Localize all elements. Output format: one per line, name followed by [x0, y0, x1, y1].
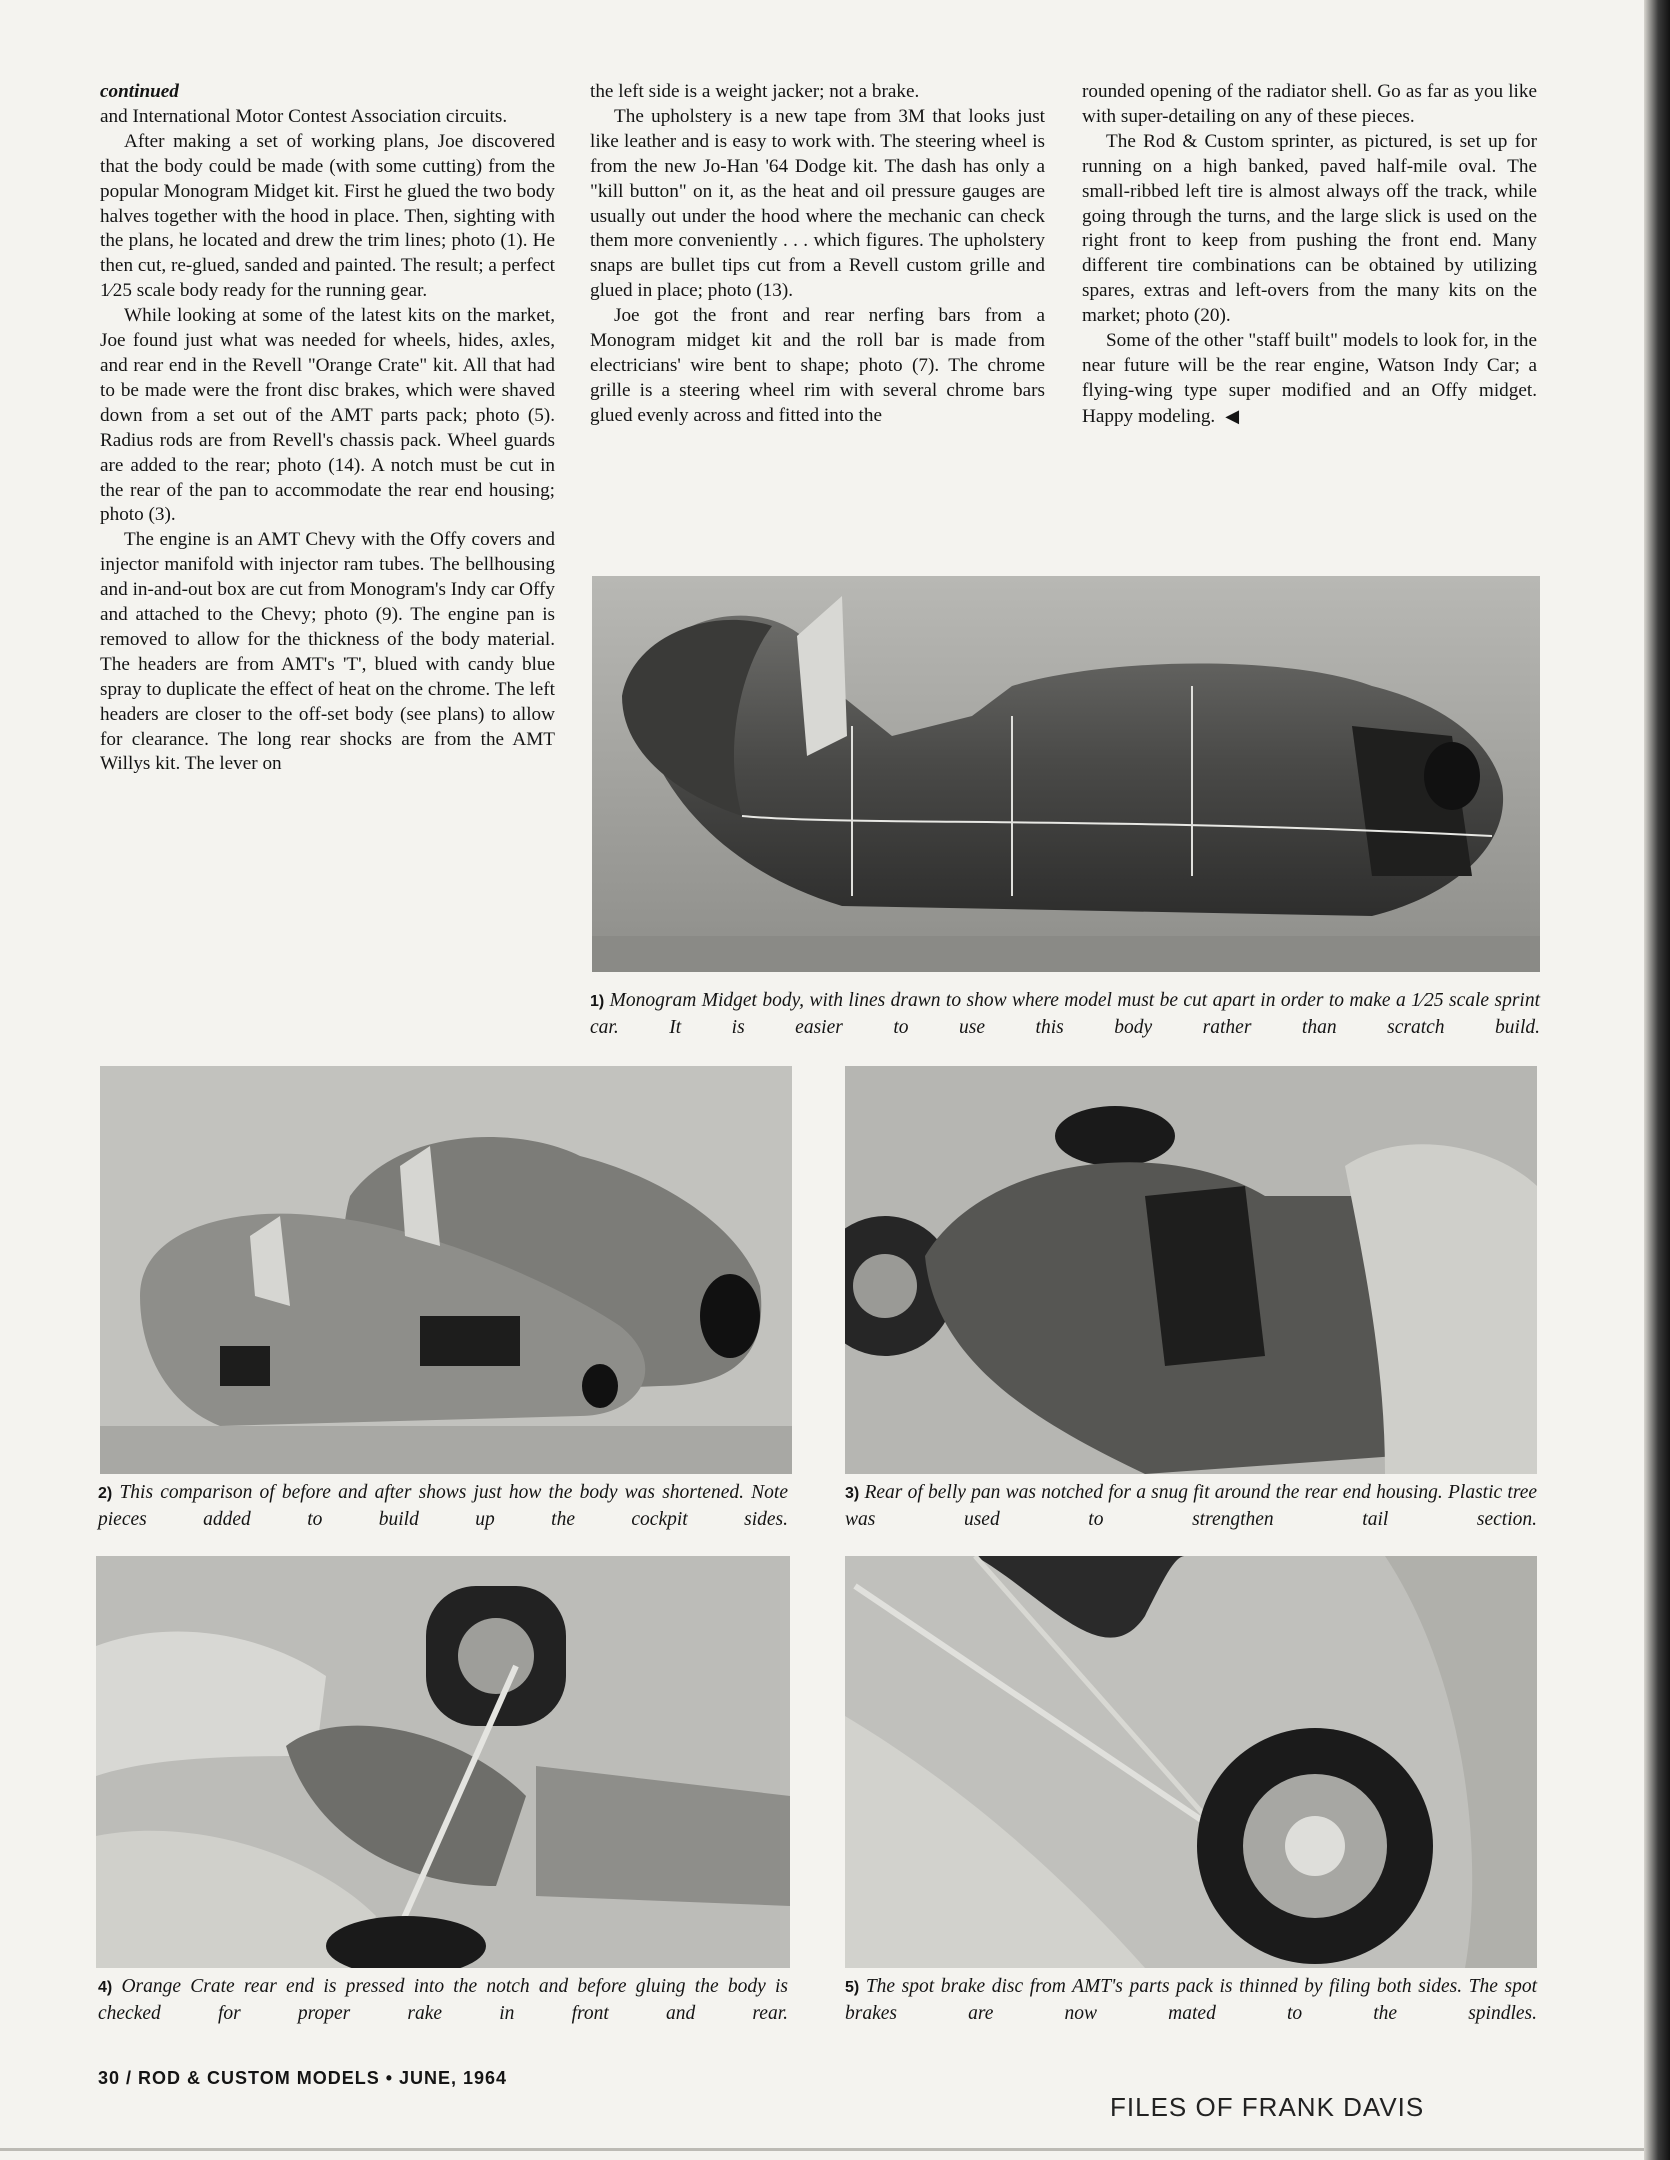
caption-2: [98, 1480, 788, 1533]
photo-4-image: [96, 1556, 790, 1968]
photo-4-rear-end: [96, 1556, 790, 1968]
caption-text: Rear of belly pan was notched for a snug fit around the rear end housing. Plastic tree was used to strengthen tail section.: [845, 1482, 1538, 1530]
paragraph: The engine is an AMT Chevy with the Offy covers and injector manifold with injector ram tubes. The bellhousing and in-and-out box are cut from Monogram's Indy car Offy and attached to the Chevy; photo (9). The engine pan is removed to allow for the thickness of the body material. The headers are from AMT's 'T', blued with candy blue spray to duplicate the effect of heat on the chrome. The left headers are closer to the off-set body (see plans) to allow for clearance. The long rear shocks are from the AMT Willys kit. The lever on: [100, 529, 555, 775]
end-mark-icon: ◀: [1225, 405, 1240, 426]
photo-2-before-after: [100, 1066, 792, 1474]
caption-text: This comparison of before and after shows just how the body was shortened. Note pieces added to build up the cockpit sides.: [98, 1482, 789, 1530]
caption-number: 5): [845, 1979, 860, 1996]
caption-number: 3): [845, 1485, 860, 1502]
paragraph: While looking at some of the latest kits on the market, Joe found just what was needed for wheels, hides, axles, and rear end in the Revell "Orange Crate" kit. All that had to be made were the front disc brakes, which were shaved down from a set out of the AMT parts pack; photo (5). Radius rods are from Revell's chassis pack. Wheel guards are added to the rear; photo (14). A notch must be cut in the rear of the pan to accommodate the rear end housing; photo (3).: [100, 305, 555, 526]
caption-text: The spot brake disc from AMT's parts pack is thinned by filing both sides. The spot brakes are now mated to the spindles.: [845, 1976, 1537, 2024]
caption-text: Orange Crate rear end is pressed into the notch and before gluing the body is checked for proper rake in front and rear.: [98, 1976, 788, 2024]
article-column-2: [590, 80, 1045, 429]
paragraph: The upholstery is a new tape from 3M that looks just like leather and is easy to work with. The steering wheel is from the new Jo-Han '64 Dodge kit. The dash has only a "kill button" on it, as the heat and oil pressure gauges are usually out under the hood where the mechanic can check them more conveniently . . . which figures. The upholstery snaps are bullet tips cut from a Revell custom grille and glued in place; photo (13).: [590, 105, 1045, 302]
bottom-rule: [0, 2148, 1644, 2151]
paragraph-text: Some of the other "staff built" models to look for, in the near future will be the rear engine, Watson Indy Car; a flying-wing type super modified and an Offy midget. Happy modeling.: [1082, 330, 1537, 427]
photo-5-image: [845, 1556, 1537, 1968]
photo-1-midget-body: [592, 576, 1540, 972]
caption-text: Monogram Midget body, with lines drawn to show where model must be cut apart in order to make a 1⁄25 scale sprint car. It is easier to use this body rather than scratch build.: [590, 990, 1541, 1038]
caption-4: [98, 1974, 788, 2027]
paragraph-final: [1082, 329, 1537, 430]
paragraph: the left side is a weight jacker; not a brake.: [590, 81, 920, 102]
caption-number: 4): [98, 1979, 113, 1996]
caption-5: [845, 1974, 1537, 2027]
photo-3-belly-pan: [845, 1066, 1537, 1474]
caption-number: 1): [590, 993, 605, 1010]
page-folio: 30 / ROD & CUSTOM MODELS • JUNE, 1964: [98, 2068, 508, 2088]
photo-5-spot-brake: [845, 1556, 1537, 1968]
continued-label: continued: [100, 81, 179, 102]
caption-1: [590, 988, 1540, 1041]
photo-1-image: [592, 576, 1540, 972]
caption-number: 2): [98, 1485, 113, 1502]
page-binding-edge: [1644, 0, 1670, 2160]
paragraph: rounded opening of the radiator shell. Go as far as you like with super-detailing on any of these pieces.: [1082, 81, 1537, 127]
paragraph: Joe got the front and rear nerfing bars from a Monogram midget kit and the roll bar is made from electricians' wire bent to shape; photo (7). The chrome grille is a steering wheel rim with several chrome bars glued evenly across and fitted into the: [590, 305, 1045, 426]
photo-2-image: [100, 1066, 792, 1474]
paragraph: and International Motor Contest Association circuits.: [100, 105, 508, 127]
watermark-text: FILES OF FRANK DAVIS: [1110, 2092, 1425, 2122]
article-column-3: [1082, 80, 1537, 430]
paragraph: The Rod & Custom sprinter, as pictured, is set up for running on a high banked, paved half-mile oval. The small-ribbed left tire is almost always off the track, while going through the turns, and the large slick is used on the right front to keep from pushing the front end. Many different tire combinations can be obtained by utilizing spares, extras and left-overs from the many kits on the market; photo (20).: [1082, 130, 1537, 327]
caption-3: [845, 1480, 1537, 1533]
paragraph: After making a set of working plans, Joe discovered that the body could be made (with some cutting) from the popular Monogram Midget kit. First he glued the two body halves together with the hood in place. Then, sighting with the plans, he located and drew the trim lines; photo (1). He then cut, re-glued, sanded and painted. The result; a perfect 1⁄25 scale body ready for the running gear.: [100, 130, 555, 302]
photo-3-image: [845, 1066, 1537, 1474]
article-column-1: [100, 80, 555, 777]
